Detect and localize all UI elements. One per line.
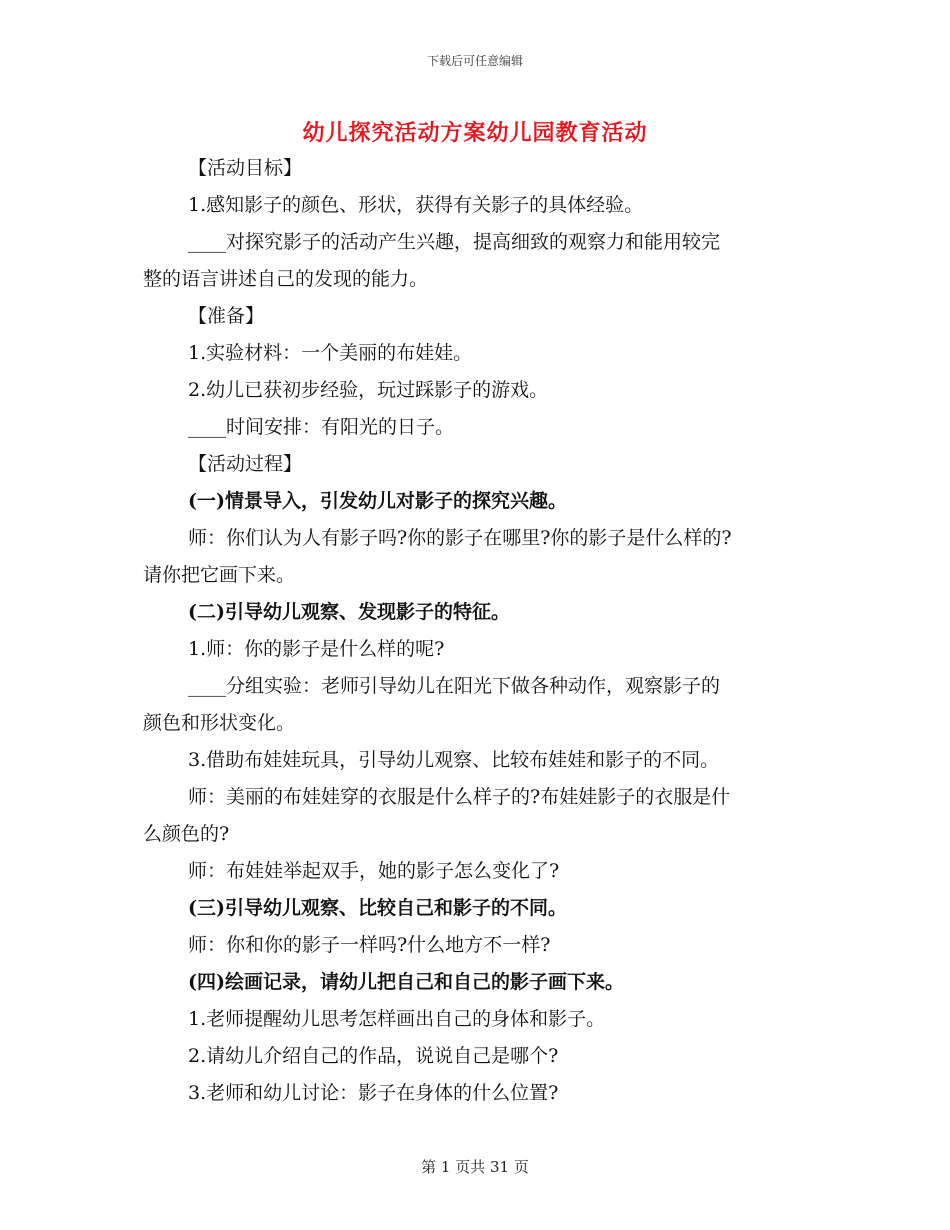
section-heading: (三)引导幼儿观察、比较自己和影子的不同。	[188, 897, 567, 919]
paragraph-line: ____对探究影子的活动产生兴趣，提高细致的观察力和能用较完	[188, 231, 721, 253]
paragraph-line: 整的语言讲述自己的发现的能力。	[143, 268, 429, 290]
page-footer: 第 1 页共 31 页	[421, 1158, 529, 1176]
paragraph-line: 1.实验材料：一个美丽的布娃娃。	[188, 342, 473, 364]
paragraph-line: 【活动目标】	[188, 157, 303, 179]
paragraph-line: 师：布娃娃举起双手，她的影子怎么变化了?	[188, 860, 560, 882]
paragraph-line: 1.老师提醒幼儿思考怎样画出自己的身体和影子。	[188, 1008, 606, 1030]
section-heading: (四)绘画记录，请幼儿把自己和自己的影子画下来。	[188, 971, 624, 993]
paragraph-line: 请你把它画下来。	[143, 564, 296, 586]
paragraph-line: 1.师：你的影子是什么样的呢?	[188, 638, 445, 660]
page-header: 下载后可任意编辑	[426, 54, 523, 68]
paragraph-line: 【准备】	[188, 305, 265, 327]
paragraph-line: 1.感知影子的颜色、形状，获得有关影子的具体经验。	[188, 194, 644, 216]
document-body	[143, 150, 807, 1112]
paragraph-line: ____分组实验：老师引导幼儿在阳光下做各种动作，观察影子的	[188, 675, 721, 697]
paragraph-line: 颜色和形状变化。	[143, 712, 296, 734]
paragraph-line: 师：你和你的影子一样吗?什么地方不一样?	[188, 934, 551, 956]
document-title: 幼儿探究活动方案幼儿园教育活动	[302, 120, 648, 146]
paragraph-line: 师：美丽的布娃娃穿的衣服是什么样子的?布娃娃影子的衣服是什	[188, 786, 731, 808]
paragraph-line: ____时间安排：有阳光的日子。	[188, 416, 455, 438]
paragraph-line: 么颜色的?	[143, 823, 230, 845]
paragraph-line: 2.请幼儿介绍自己的作品，说说自己是哪个?	[188, 1045, 559, 1067]
section-heading: (一)情景导入，引发幼儿对影子的探究兴趣。	[188, 490, 567, 512]
paragraph-line: 3.借助布娃娃玩具，引导幼儿观察、比较布娃娃和影子的不同。	[188, 749, 720, 771]
section-heading: (二)引导幼儿观察、发现影子的特征。	[188, 601, 510, 623]
paragraph-line: 2.幼儿已获初步经验，玩过踩影子的游戏。	[188, 379, 549, 401]
paragraph-line: 【活动过程】	[188, 453, 303, 475]
paragraph-line: 师：你们认为人有影子吗?你的影子在哪里?你的影子是什么样的?	[188, 527, 732, 549]
paragraph-line: 3.老师和幼儿讨论：影子在身体的什么位置?	[188, 1082, 559, 1104]
